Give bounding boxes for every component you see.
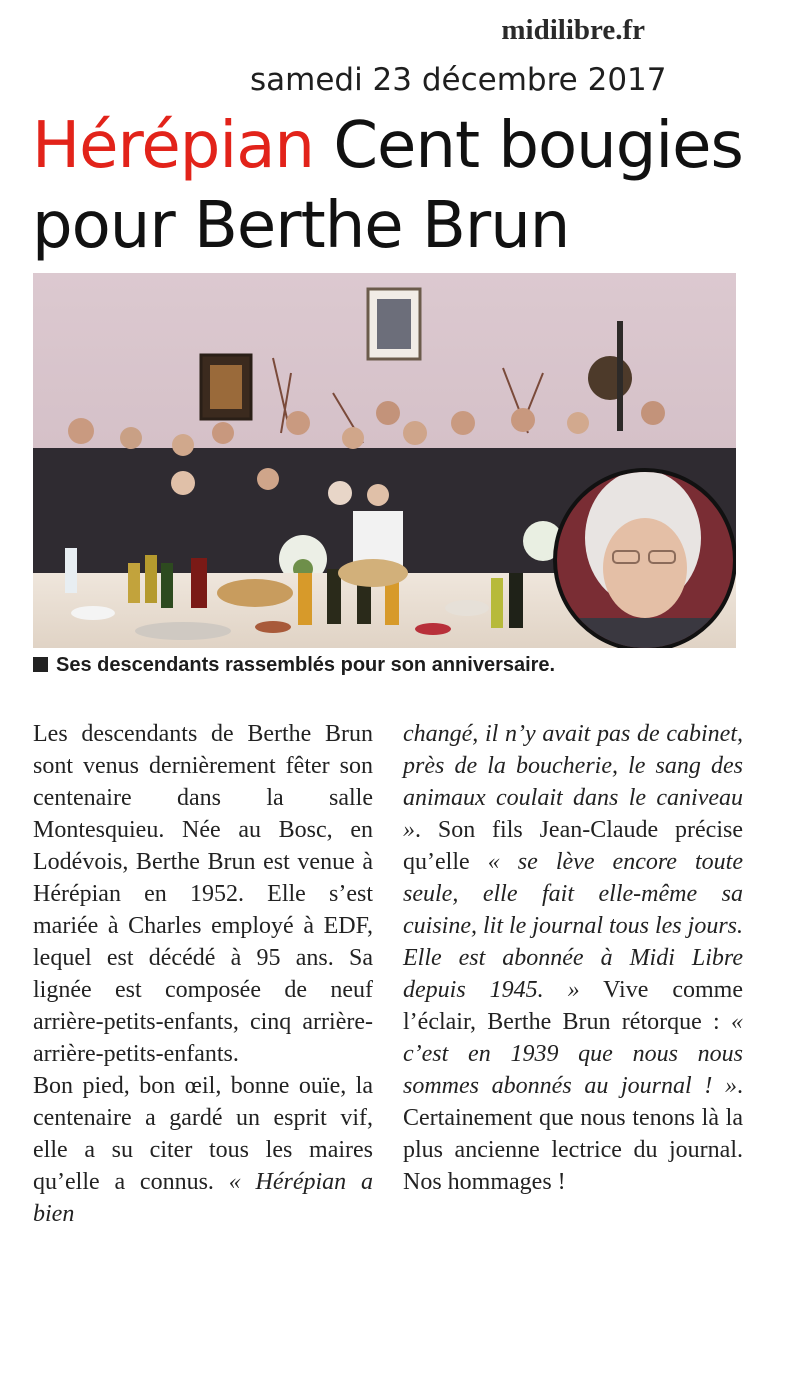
headline-kicker: Hérépian: [32, 109, 314, 183]
paragraph-2-start: [33, 1070, 373, 1230]
publication-date: samedi 23 décembre 2017: [250, 62, 667, 98]
inset-portrait: [553, 468, 736, 648]
paragraph-1: Les descendants de Berthe Brun sont venus dernièrement fêter son centenaire dans la salle Montesquieu. Née au Bosc, en Lodévois, Berthe Brun est venue à Hérépian en 1952. Elle s’est mariée à Charles employé à EDF, lequel est décédé à 95 ans. Sa lignée est composée de neuf arrière-petits-enfants, cinq arrière-arrière-petits-enfants.: [33, 721, 373, 1067]
quote-3: « c’est en 1939 que nous nous sommes abonnés au journal ! »: [403, 1009, 743, 1099]
quote-2: « se lève encore toute seule, elle fait elle-même sa cuisine, lit le journal tous les jours. Elle est abonnée à Midi Libre depuis 1945. »: [403, 849, 744, 1003]
photo-illustration: [33, 273, 736, 648]
end-text: . Certainement que nous tenons là la plus ancienne lectrice du journal. Nos hommages !: [403, 1073, 743, 1195]
headline-title: Cent bougies pour Berthe Brun: [32, 109, 743, 263]
article-column-left: [33, 718, 373, 1230]
source-site: midilibre.fr: [501, 14, 645, 46]
paragraph-2-quote-start: « Hérépian a bien: [33, 1169, 373, 1227]
caption-square-icon: [33, 657, 48, 672]
caption-text: Ses descendants rassemblés pour son anniversaire.: [56, 654, 556, 676]
wall-sculpture: [588, 356, 632, 400]
article-photo: [33, 273, 736, 648]
photo-caption: [33, 654, 753, 677]
article-column-right: [403, 718, 743, 1198]
mid-text: . Son fils Jean-Claude précise qu’elle: [403, 817, 743, 875]
headline: [32, 106, 772, 266]
mid-text-2: Vive comme l’éclair, Berthe Brun rétorque :: [403, 977, 743, 1035]
quote-continued: changé, il n’y avait pas de cabinet, près de la boucherie, le sang des animaux coulait dans le caniveau »: [403, 721, 743, 843]
paragraph-2-continued: [403, 718, 743, 1198]
paragraph-2-text: Bon pied, bon œil, bonne ouïe, la centenaire a gardé un esprit vif, elle a su citer tous les maires qu’elle a connus.: [33, 1073, 373, 1195]
